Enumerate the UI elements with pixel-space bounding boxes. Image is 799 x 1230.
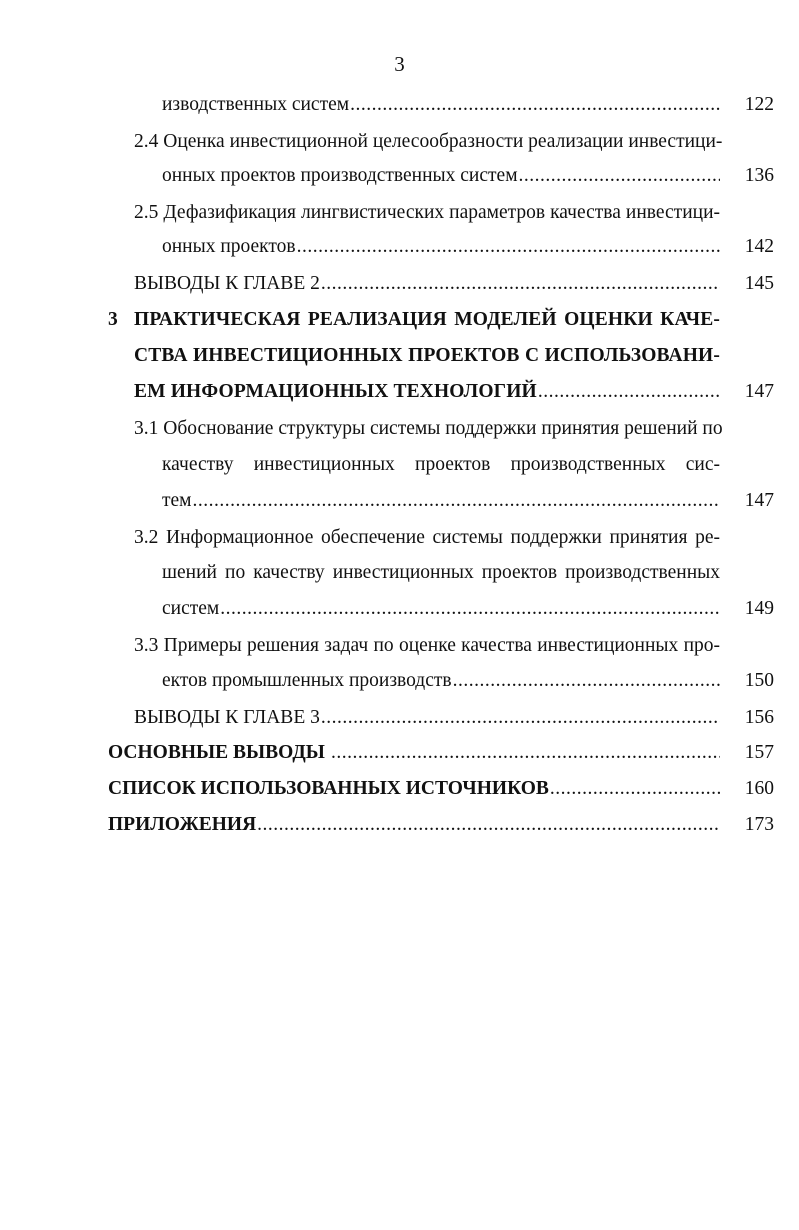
toc-page-number: 147 bbox=[744, 381, 774, 402]
toc-entry-3-2 bbox=[162, 596, 720, 622]
dot-leader bbox=[550, 776, 720, 802]
toc-entry-text: систем bbox=[162, 598, 220, 619]
toc-entry-3-2-line2: шений по качеству инвестиционных проектов производственных bbox=[162, 562, 720, 583]
dot-leader bbox=[297, 234, 720, 260]
dot-leader bbox=[220, 596, 720, 622]
toc-page-number: 160 bbox=[744, 778, 774, 799]
toc-page-number: 150 bbox=[744, 670, 774, 691]
toc-entry-text: ВЫВОДЫ К ГЛАВЕ 2 bbox=[134, 273, 320, 294]
dot-leader bbox=[193, 488, 720, 514]
toc-main-conclusions bbox=[108, 740, 720, 766]
toc-entry-text: ектов промышленных производств bbox=[162, 670, 452, 691]
toc-conclusions-ch2 bbox=[134, 271, 720, 297]
chapter-3-number: 3 bbox=[108, 309, 118, 330]
toc-entry-3-1-line1: 3.1 Обоснование структуры системы поддержки принятия решений по bbox=[134, 418, 723, 439]
dot-leader bbox=[453, 668, 720, 694]
page-number: 3 bbox=[394, 52, 405, 76]
chapter-3-title-line3 bbox=[134, 379, 720, 405]
toc-page-number: 136 bbox=[744, 165, 774, 186]
toc-entry-2-5 bbox=[162, 234, 720, 260]
dot-leader bbox=[331, 740, 720, 766]
dot-leader bbox=[321, 271, 720, 297]
toc-page-number: 157 bbox=[744, 742, 774, 763]
toc-entry-2-5-line1: 2.5 Дефазификация лингвистических параметров качества инвестици- bbox=[134, 202, 720, 223]
dot-leader bbox=[350, 92, 720, 118]
toc-page-number: 156 bbox=[744, 707, 774, 728]
toc-page-number: 122 bbox=[744, 94, 774, 115]
toc-entry-3-1-line2: качеству инвестиционных проектов производственных сис- bbox=[162, 454, 720, 475]
toc-entry-text: ЕМ ИНФОРМАЦИОННЫХ ТЕХНОЛОГИЙ bbox=[134, 381, 537, 402]
dot-leader bbox=[321, 705, 720, 731]
toc-entry-text: ОСНОВНЫЕ ВЫВОДЫ bbox=[108, 742, 325, 763]
toc-entry-text: изводственных систем bbox=[162, 94, 350, 115]
toc-page-number: 145 bbox=[744, 273, 774, 294]
toc-entry-2-3-cont bbox=[162, 92, 720, 118]
toc-page-number: 173 bbox=[744, 814, 774, 835]
toc-page-number: 147 bbox=[744, 490, 774, 511]
toc-appendices bbox=[108, 812, 720, 838]
toc-page-number: 149 bbox=[744, 598, 774, 619]
toc-entry-3-3-line1: 3.3 Примеры решения задач по оценке качества инвестиционных про- bbox=[134, 635, 720, 656]
dot-leader bbox=[257, 812, 720, 838]
toc-conclusions-ch3 bbox=[134, 705, 720, 731]
toc-entry-text: ВЫВОДЫ К ГЛАВЕ 3 bbox=[134, 707, 320, 728]
chapter-3-title-line1: ПРАКТИЧЕСКАЯ РЕАЛИЗАЦИЯ МОДЕЛЕЙ ОЦЕНКИ КАЧЕ- bbox=[134, 309, 720, 330]
toc-references bbox=[108, 776, 720, 802]
dot-leader bbox=[519, 163, 720, 189]
toc-entry-2-4 bbox=[162, 163, 720, 189]
toc-entry-text: ПРИЛОЖЕНИЯ bbox=[108, 814, 257, 835]
toc-entry-text: онных проектов производственных систем bbox=[162, 165, 518, 186]
toc-entry-3-2-line1: 3.2 Информационное обеспечение системы поддержки принятия ре- bbox=[134, 527, 720, 548]
dot-leader bbox=[538, 379, 720, 405]
toc-entry-3-1 bbox=[162, 488, 720, 514]
toc-entry-text: тем bbox=[162, 490, 192, 511]
toc-entry-text: СПИСОК ИСПОЛЬЗОВАННЫХ ИСТОЧНИКОВ bbox=[108, 778, 549, 799]
toc-entry-3-3 bbox=[162, 668, 720, 694]
toc-page-number: 142 bbox=[744, 236, 774, 257]
toc-entry-2-4-line1: 2.4 Оценка инвестиционной целесообразности реализации инвестици- bbox=[134, 131, 723, 152]
chapter-3-title-line2: СТВА ИНВЕСТИЦИОННЫХ ПРОЕКТОВ С ИСПОЛЬЗОВАНИ- bbox=[134, 345, 720, 366]
toc-entry-text: онных проектов bbox=[162, 236, 296, 257]
